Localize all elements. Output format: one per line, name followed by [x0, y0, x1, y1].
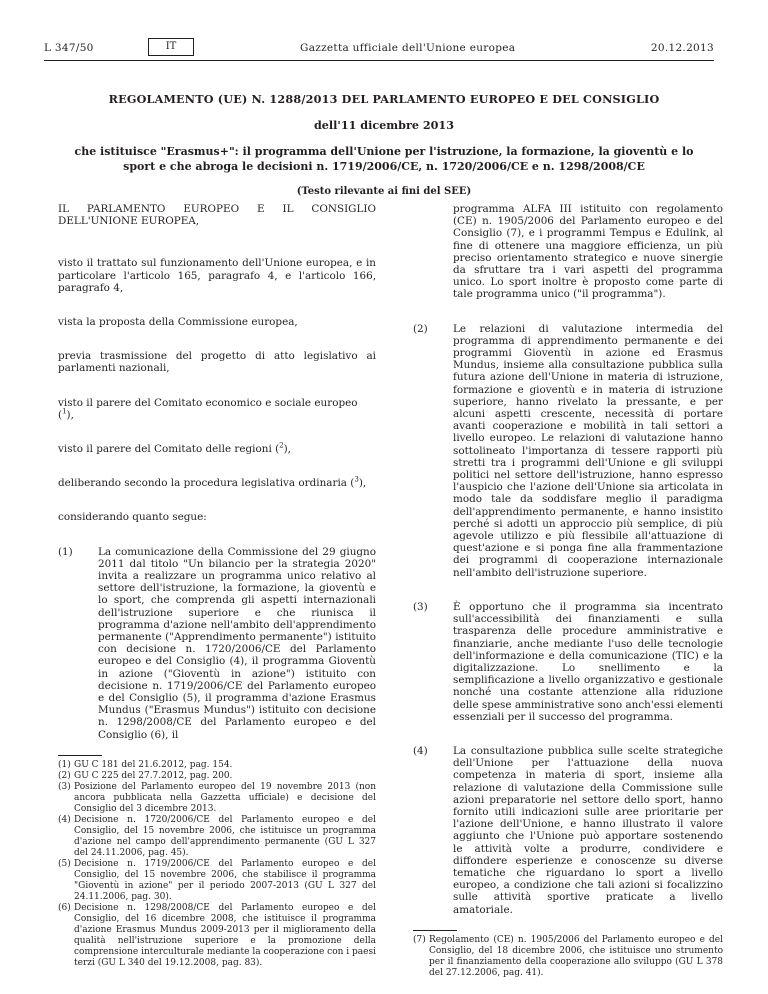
- preamble-authors: IL PARLAMENTO EUROPEO E IL CONSIGLIO DELL'UNIONE EUROPEA,: [58, 203, 376, 228]
- footnote: [58, 771, 376, 782]
- footnotes-right: [413, 935, 723, 979]
- regulation-title: REGOLAMENTO (UE) N. 1288/2013 DEL PARLAMENTO EUROPEO E DEL CONSIGLIO: [108, 92, 660, 106]
- citation-procedure: deliberando secondo la procedura legislativa ordinaria ($^3$),: [58, 475, 367, 490]
- footnote-text: GU C 181 del 21.6.2012, pag. 154.: [74, 759, 233, 770]
- footnotes-left: [58, 760, 376, 969]
- journal-title: Gazzetta ufficiale dell'Unione europea: [300, 42, 516, 54]
- recital-number: (3): [413, 600, 428, 613]
- left-column: [58, 203, 376, 969]
- footnote: [58, 903, 376, 969]
- footnote-key: (4): [58, 814, 71, 825]
- footnote: [413, 935, 723, 979]
- footnote-key: (7): [413, 934, 426, 945]
- publication-date: 20.12.2013: [650, 42, 714, 54]
- footnote-key: (2): [58, 770, 71, 781]
- citation-cor: visto il parere del Comitato delle regioni ($^2$),: [58, 441, 291, 456]
- footnote: [58, 782, 376, 815]
- recital-text: È opportuno che il programma sia incentrato sull'accessibilità dei finanziamenti e sulla trasparenza delle procedure amministrative e finanziarie, anche mediante l'uso delle tecnologie dell'informazione e della comunicazione (TIC) e la digitalizzazione. Lo snellimento e la semplificazione a livello organizzativo e gestionale nonché una costante attenzione alla riduzione delle spese amministrative sono anch'essi elementi essenziali per il successo del programma.: [453, 600, 723, 723]
- footnote-text: Posizione del Parlamento europeo del 19 novembre 2013 (non ancora pubblicata nella Gazzetta ufficiale) e decisione del Consiglio del 3 dicembre 2013.: [74, 781, 376, 814]
- recital-1-continuation: [413, 203, 723, 301]
- language-badge: IT: [148, 38, 194, 56]
- citation-proposal: vista la proposta della Commissione europea,: [58, 316, 298, 329]
- footnote-text: Decisione n. 1720/2006/CE del Parlamento europeo e del Consiglio, del 15 novembre 2006, che istituisce un programma d'azione nel campo dell'apprendimento permanente (GU L 327 del 24.11.2006, pag. 45).: [74, 814, 376, 858]
- header-divider: [44, 60, 714, 61]
- right-column: [413, 203, 723, 979]
- recital-number: (2): [413, 322, 428, 335]
- page-reference: L 347/50: [44, 42, 94, 54]
- footnote-key: (6): [58, 902, 71, 913]
- citation-national-parliaments: previa trasmissione del progetto di atto legislativo ai parlamenti nazionali,: [58, 350, 376, 375]
- recital-text: programma ALFA III istituito con regolamento (CE) n. 1905/2006 del Parlamento europeo e del Consiglio (7), e i programmi Tempus e Edulink, al fine di ottenere una maggiore efficienza, un più preciso orientamento strategico e nuove sinergie da sfruttare tra i vari aspetti del programma unico. Lo sport inoltre è proposto come parte di tale programma unico ("il programma").: [453, 203, 723, 301]
- footnote-text: Decisione n. 1719/2006/CE del Parlamento europeo e del Consiglio, del 15 novembre 2006, che stabilisce il programma "Gioventù in azione" per il periodo 2007-2013 (GU L 327 del 24.11.2006, pag. 30).: [74, 858, 376, 902]
- recital-text: Le relazioni di valutazione intermedia del programma di apprendimento permanente e dei programmi Gioventù in azione ed Erasmus Mundus, insieme alla consultazione pubblica sulla futura azione dell'Unione in materia di istruzione, formazione e gioventù e in materia di istruzione superiore, hanno rivelato la pressante, e per alcuni aspetti crescente, necessità di portare avanti cooperazione e mobilità in tali settori a livello europeo. Le relazioni di valutazione hanno sottolineato l'importanza di tessere rapporti più stretti tra i programmi dell'Unione e gli sviluppi politici nel settore dell'istruzione, hanno espresso l'auspicio che l'azione dell'Unione sia articolata in modo tale da soddisfare meglio il paradigma dell'apprendimento permanente, e hanno insistito perché si adotti un approccio più semplice, di più agevole utilizzo e più flessibile all'attuazione di quest'azione e si ponga fine alla frammentazione dei programmi di cooperazione internazionale nell'ambito dell'istruzione superiore.: [453, 322, 723, 579]
- recital-number: (4): [413, 744, 428, 757]
- footnote: [58, 760, 376, 771]
- recital-text: La consultazione pubblica sulle scelte strategiche dell'Unione per l'attuazione della nuova competenza in materia di sport, insieme alla relazione di valutazione della Commissione sulle azioni preparatorie nel settore dello sport, hanno fornito utili indicazioni sulle aree prioritarie per l'azione dell'Unione, e hanno illustrato il valore aggiunto che l'Unione può apportare sostenendo le attività volte a produrre, condividere e diffondere esperienze e conoscenze su diverse tematiche che riguardano lo sport a livello europeo, a condizione che tali azioni si focalizzino sulle attività sportive praticate a livello amatoriale.: [453, 744, 723, 916]
- footnote-ref[interactable]: 2: [279, 441, 284, 450]
- footnote-key: (1): [58, 759, 71, 770]
- footnote-divider: [413, 930, 457, 931]
- footnote-key: (3): [58, 781, 71, 792]
- footnote-text: Decisione n. 1298/2008/CE del Parlamento europeo e del Consiglio, del 16 dicembre 2008, che istituisce il programma d'azione Erasmus Mundus 2009-2013 per il miglioramento della qualità nell'istruzione superiore e la promozione della comprensione interculturale mediante la cooperazione con i paesi terzi (GU L 340 del 19.12.2008, pag. 83).: [74, 902, 376, 968]
- footnote-divider: [58, 755, 102, 756]
- recital-1: [58, 546, 376, 741]
- footnote-text: Regolamento (CE) n. 1905/2006 del Parlamento europeo e del Consiglio, del 18 dicembre 2006, che istituisce uno strumento per il finanziamento della cooperazione allo sviluppo (GU L 378 del 27.12.2006, pag. 41).: [429, 934, 723, 978]
- footnote-key: (5): [58, 858, 71, 869]
- eea-relevance-note: (Testo rilevante ai fini del SEE): [296, 186, 472, 197]
- regulation-subject: che istituisce "Erasmus+": il programma dell'Unione per l'istruzione, la formazione, la gioventù e lo sport e che abroga le decisioni n. 1719/2006/CE, n. 1720/2006/CE e n. 1298/2008/CE: [74, 145, 694, 173]
- footnote: [58, 859, 376, 903]
- recital-3: [413, 601, 723, 723]
- citation-eesc: visto il parere del Comitato economico e sociale europeo ($^1$),: [58, 396, 358, 421]
- regulation-date: dell'11 dicembre 2013: [313, 118, 455, 132]
- footnote: [58, 815, 376, 859]
- footnote-ref[interactable]: 1: [62, 407, 67, 416]
- recital-number: (1): [58, 545, 73, 558]
- recital-text: La comunicazione della Commissione del 29 giugno 2011 dal titolo "Un bilancio per la strategia 2020" invita a realizzare un programma unico relativo al settore dell'istruzione, la formazione, la gioventù e lo sport, che comprenda gli aspetti internazionali dell'istruzione superiore e che riunisca il programma d'azione nell'ambito dell'apprendimento permanente ("Apprendimento permanente") istituito con decisione n. 1720/2006/CE del Parlamento europeo e del Consiglio (4), il programma Gioventù in azione ("Gioventù in azione") istituito con decisione n. 1719/2006/CE del Parlamento europeo e del Consiglio (5), il programma d'azione Erasmus Mundus ("Erasmus Mundus") istituito con decisione n. 1298/2008/CE del Parlamento europeo e del Consiglio (6), il: [98, 545, 376, 741]
- recital-4: [413, 745, 723, 916]
- regulation-title-block: [60, 92, 708, 197]
- footnote-ref[interactable]: 3: [354, 475, 359, 484]
- recitals-intro: considerando quanto segue:: [58, 511, 207, 524]
- footnote-text: GU C 225 del 27.7.2012, pag. 200.: [74, 770, 233, 781]
- recital-2: [413, 323, 723, 579]
- citation-treaty: visto il trattato sul funzionamento dell'Unione europea, e in particolare l'articolo 165, paragrafo 4, e l'articolo 166, paragrafo 4,: [58, 257, 376, 294]
